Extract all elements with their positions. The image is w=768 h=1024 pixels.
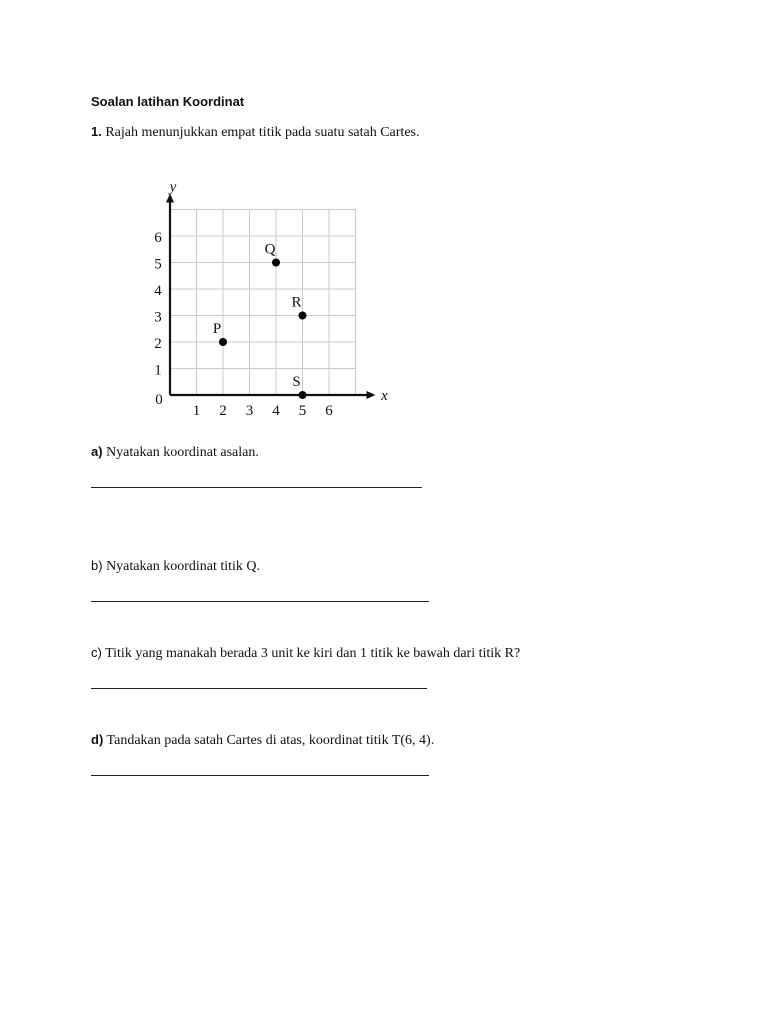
point-label-p: P <box>212 321 222 337</box>
y-axis-label: y <box>169 179 177 196</box>
question-number: 1. <box>91 124 102 139</box>
part-label: d) <box>91 732 104 747</box>
point-p <box>219 338 227 346</box>
question-c <box>91 645 520 662</box>
data-points <box>213 242 307 400</box>
y-tick-label: 3 <box>154 309 162 326</box>
question-a <box>91 444 259 461</box>
answer-line-d[interactable] <box>91 775 429 776</box>
part-text: Tandakan pada satah Cartes di atas, koordinat titik T(6, 4). <box>106 733 435 748</box>
answer-line-c[interactable] <box>91 688 427 689</box>
part-label: a) <box>91 444 103 459</box>
x-tick-label: 5 <box>298 403 307 419</box>
x-axis-arrow <box>367 391 376 399</box>
point-r <box>299 312 307 320</box>
part-text: Nyatakan koordinat asalan. <box>106 445 259 460</box>
point-label-s: S <box>292 374 301 390</box>
worksheet-title: Soalan latihan Koordinat <box>91 94 245 109</box>
y-tick-label: 1 <box>154 362 162 379</box>
point-label-q: Q <box>264 241 276 258</box>
tick-labels <box>154 180 388 420</box>
question-1 <box>91 124 419 141</box>
cartesian-plane <box>138 179 388 420</box>
y-tick-label: 4 <box>154 283 162 299</box>
grid <box>170 210 356 396</box>
part-text: Titik yang manakah berada 3 unit ke kiri dan 1 titik ke bawah dari titik R? <box>105 646 521 661</box>
x-tick-label: 6 <box>325 403 333 419</box>
x-tick-label: 3 <box>245 403 254 419</box>
cartesian-plane-figure <box>138 179 388 425</box>
answer-line-b[interactable] <box>91 601 429 602</box>
part-text: Nyatakan koordinat titik Q. <box>106 559 261 574</box>
question-d <box>91 732 434 749</box>
question-b <box>91 558 260 575</box>
point-s <box>299 391 307 399</box>
y-tick-label: 2 <box>154 336 162 352</box>
y-tick-label: 5 <box>154 256 162 273</box>
x-axis-label: x <box>381 388 388 404</box>
point-q <box>272 259 280 267</box>
part-label: c) <box>91 645 102 660</box>
x-tick-label: 1 <box>192 403 201 419</box>
origin-label: 0 <box>155 392 163 408</box>
y-tick-label: 6 <box>154 230 162 246</box>
part-label: b) <box>91 558 103 573</box>
x-tick-label: 2 <box>219 403 227 419</box>
point-label-r: R <box>291 294 302 311</box>
question-text: Rajah menunjukkan empat titik pada suatu satah Cartes. <box>105 125 420 140</box>
answer-line-a[interactable] <box>91 487 422 488</box>
x-tick-label: 4 <box>272 403 280 419</box>
